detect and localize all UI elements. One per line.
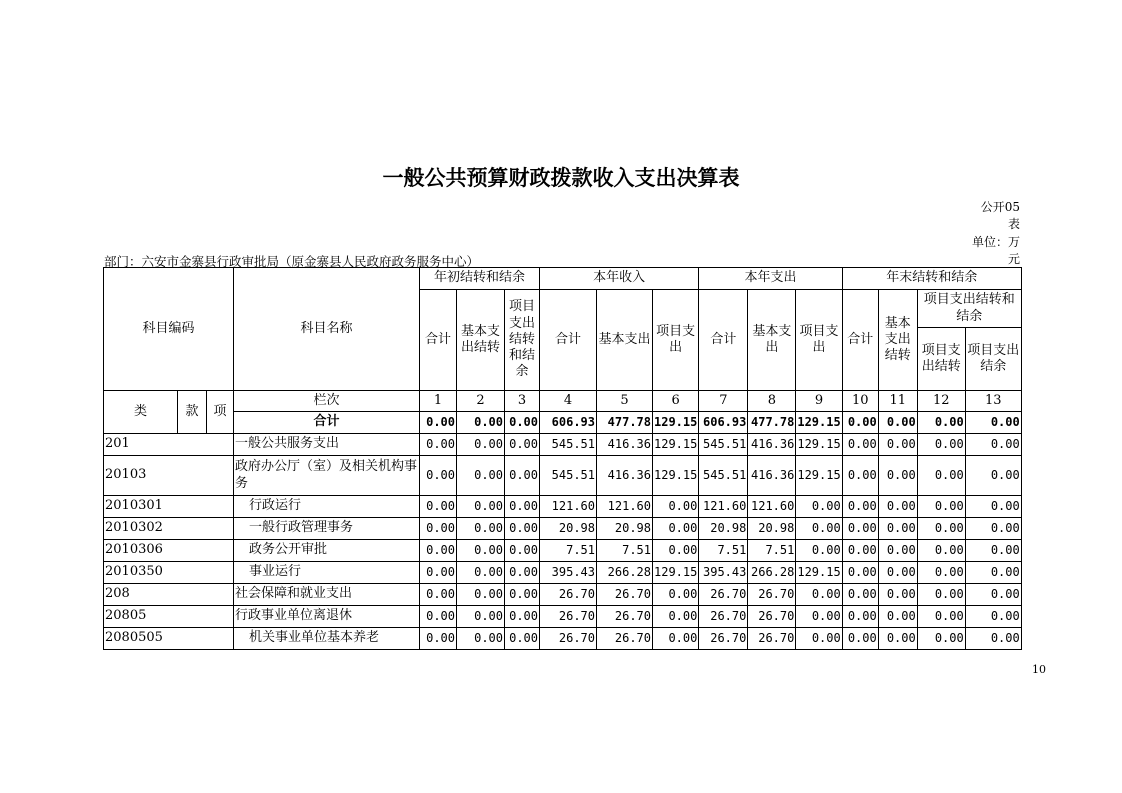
value-cell: 0.00: [505, 456, 540, 496]
total-value: 0.00: [917, 412, 965, 434]
value-cell: 0.00: [420, 606, 457, 628]
value-cell: 0.00: [420, 434, 457, 456]
value-cell: 0.00: [842, 562, 878, 584]
subject-name-cell: 社会保障和就业支出: [234, 584, 420, 606]
value-cell: 0.00: [505, 562, 540, 584]
value-cell: 0.00: [842, 628, 878, 650]
unit-label-suffix: 元: [1007, 252, 1020, 266]
column-number: 11: [878, 391, 917, 412]
value-cell: 0.00: [796, 584, 842, 606]
value-cell: 20.98: [597, 518, 653, 540]
value-cell: 0.00: [878, 456, 917, 496]
header-expense-basic: 基本支出: [748, 290, 796, 391]
value-cell: 0.00: [420, 584, 457, 606]
column-number: 5: [597, 391, 653, 412]
total-value: 606.93: [699, 412, 748, 434]
header-class: 类: [104, 391, 178, 434]
subject-name-cell: 政府办公厅（室）及相关机构事务: [234, 456, 420, 496]
value-cell: 0.00: [796, 518, 842, 540]
value-cell: 26.70: [748, 628, 796, 650]
value-cell: 129.15: [796, 434, 842, 456]
value-cell: 0.00: [457, 584, 505, 606]
value-cell: 0.00: [457, 606, 505, 628]
value-cell: 266.28: [748, 562, 796, 584]
value-cell: 0.00: [457, 496, 505, 518]
table-row: [104, 628, 1022, 650]
value-cell: 7.51: [699, 540, 748, 562]
table-row: [104, 518, 1022, 540]
value-cell: 0.00: [653, 628, 699, 650]
total-row-label: 合计: [234, 412, 420, 434]
value-cell: 26.70: [540, 584, 597, 606]
subject-code-cell: 2010302: [104, 518, 234, 540]
column-number: 6: [653, 391, 699, 412]
column-number: 12: [917, 391, 965, 412]
value-cell: 0.00: [917, 562, 965, 584]
value-cell: 0.00: [796, 496, 842, 518]
value-cell: 416.36: [597, 434, 653, 456]
total-value: 0.00: [842, 412, 878, 434]
value-cell: 0.00: [505, 606, 540, 628]
value-cell: 26.70: [699, 584, 748, 606]
value-cell: 0.00: [842, 434, 878, 456]
subject-code-cell: 20103: [104, 456, 234, 496]
value-cell: 0.00: [653, 584, 699, 606]
column-number: 4: [540, 391, 597, 412]
header-group-expense: 本年支出: [699, 268, 842, 290]
value-cell: 0.00: [965, 562, 1021, 584]
header-closing-project-balance: 项目支出结余: [965, 328, 1021, 391]
subject-code-cell: 20805: [104, 606, 234, 628]
subject-code-cell: 2080505: [104, 628, 234, 650]
value-cell: 0.00: [878, 628, 917, 650]
value-cell: 121.60: [597, 496, 653, 518]
value-cell: 20.98: [540, 518, 597, 540]
value-cell: 0.00: [842, 584, 878, 606]
header-income-basic: 基本支出: [597, 290, 653, 391]
column-number: 2: [457, 391, 505, 412]
value-cell: 0.00: [965, 496, 1021, 518]
subject-name-cell: 政务公开审批: [234, 540, 420, 562]
table-row: [104, 456, 1022, 496]
department-label: 部门：六安市金寨县行政审批局（原金寨县人民政府政务服务中心）: [104, 254, 480, 269]
value-cell: 7.51: [597, 540, 653, 562]
table-row: [104, 562, 1022, 584]
total-value: 606.93: [540, 412, 597, 434]
header-section: 款: [178, 391, 207, 434]
value-cell: 0.00: [878, 606, 917, 628]
value-cell: 0.00: [965, 434, 1021, 456]
page-number: 10: [1032, 663, 1046, 676]
total-value: 0.00: [457, 412, 505, 434]
page-title: 一般公共预算财政拨款收入支出决算表: [382, 166, 740, 190]
value-cell: 121.60: [699, 496, 748, 518]
value-cell: 0.00: [420, 628, 457, 650]
table-row: [104, 496, 1022, 518]
subject-name-cell: 一般行政管理事务: [234, 518, 420, 540]
value-cell: 26.70: [748, 584, 796, 606]
value-cell: 0.00: [457, 540, 505, 562]
value-cell: 129.15: [653, 434, 699, 456]
value-cell: 416.36: [748, 456, 796, 496]
header-closing-project-group: 项目支出结转和结余: [917, 290, 1021, 328]
header-group-income: 本年收入: [540, 268, 699, 290]
header-opening-project: 项目支出结转和结余: [505, 290, 540, 391]
value-cell: 0.00: [457, 434, 505, 456]
value-cell: 26.70: [540, 606, 597, 628]
header-closing-project-carry: 项目支出结转: [917, 328, 965, 391]
value-cell: 0.00: [965, 456, 1021, 496]
table-row: [104, 606, 1022, 628]
subject-code-cell: 2010301: [104, 496, 234, 518]
value-cell: 0.00: [842, 540, 878, 562]
value-cell: 0.00: [965, 584, 1021, 606]
header-column-index: 栏次: [234, 391, 420, 412]
value-cell: 0.00: [457, 628, 505, 650]
subject-name-cell: 一般公共服务支出: [234, 434, 420, 456]
value-cell: 0.00: [653, 606, 699, 628]
column-number: 10: [842, 391, 878, 412]
column-number: 13: [965, 391, 1021, 412]
subject-name-cell: 行政事业单位离退休: [234, 606, 420, 628]
total-value: 129.15: [653, 412, 699, 434]
header-closing-basic: 基本支出结转: [878, 290, 917, 391]
value-cell: 0.00: [420, 518, 457, 540]
value-cell: 129.15: [796, 562, 842, 584]
header-income-project: 项目支出: [653, 290, 699, 391]
value-cell: 0.00: [965, 518, 1021, 540]
value-cell: 0.00: [505, 540, 540, 562]
value-cell: 0.00: [505, 628, 540, 650]
value-cell: 0.00: [917, 584, 965, 606]
header-subject-code: 科目编码: [104, 268, 234, 391]
table-row: [104, 540, 1022, 562]
value-cell: 0.00: [842, 496, 878, 518]
value-cell: 0.00: [420, 456, 457, 496]
value-cell: 20.98: [748, 518, 796, 540]
value-cell: 26.70: [699, 606, 748, 628]
header-opening-total: 合计: [420, 290, 457, 391]
value-cell: 121.60: [748, 496, 796, 518]
header-group-closing: 年末结转和结余: [842, 268, 1021, 290]
value-cell: 0.00: [917, 496, 965, 518]
header-closing-total: 合计: [842, 290, 878, 391]
budget-table: [103, 267, 1022, 650]
value-cell: 0.00: [505, 518, 540, 540]
value-cell: 0.00: [917, 518, 965, 540]
header-item: 项: [207, 391, 234, 434]
value-cell: 26.70: [540, 628, 597, 650]
value-cell: 0.00: [965, 606, 1021, 628]
subject-code-cell: 2010306: [104, 540, 234, 562]
value-cell: 0.00: [917, 540, 965, 562]
value-cell: 129.15: [653, 562, 699, 584]
column-number: 8: [748, 391, 796, 412]
header-group-opening: 年初结转和结余: [420, 268, 540, 290]
value-cell: 26.70: [597, 584, 653, 606]
value-cell: 416.36: [597, 456, 653, 496]
value-cell: 0.00: [653, 540, 699, 562]
header-expense-project: 项目支出: [796, 290, 842, 391]
value-cell: 395.43: [699, 562, 748, 584]
value-cell: 545.51: [699, 434, 748, 456]
value-cell: 0.00: [917, 456, 965, 496]
header-subject-name: 科目名称: [234, 268, 420, 391]
total-value: 129.15: [796, 412, 842, 434]
value-cell: 266.28: [597, 562, 653, 584]
value-cell: 0.00: [917, 434, 965, 456]
header-income-total: 合计: [540, 290, 597, 391]
value-cell: 545.51: [699, 456, 748, 496]
table-row: [104, 584, 1022, 606]
column-number: 1: [420, 391, 457, 412]
value-cell: 26.70: [597, 628, 653, 650]
value-cell: 0.00: [505, 584, 540, 606]
subject-code-cell: 2010350: [104, 562, 234, 584]
value-cell: 0.00: [505, 434, 540, 456]
value-cell: 0.00: [457, 518, 505, 540]
form-number: 公开05: [980, 200, 1020, 214]
value-cell: 0.00: [653, 518, 699, 540]
form-number-suffix: 表: [1007, 217, 1020, 231]
value-cell: 0.00: [917, 606, 965, 628]
value-cell: 0.00: [457, 562, 505, 584]
header-expense-total: 合计: [699, 290, 748, 391]
value-cell: 121.60: [540, 496, 597, 518]
total-value: 0.00: [420, 412, 457, 434]
value-cell: 0.00: [796, 540, 842, 562]
column-number: 9: [796, 391, 842, 412]
value-cell: 20.98: [699, 518, 748, 540]
value-cell: 26.70: [699, 628, 748, 650]
total-value: 477.78: [597, 412, 653, 434]
value-cell: 416.36: [748, 434, 796, 456]
value-cell: 0.00: [878, 562, 917, 584]
table-row: [104, 434, 1022, 456]
subject-code-cell: 208: [104, 584, 234, 606]
subject-code-cell: 201: [104, 434, 234, 456]
value-cell: 0.00: [842, 518, 878, 540]
column-number: 7: [699, 391, 748, 412]
value-cell: 0.00: [878, 434, 917, 456]
value-cell: 0.00: [420, 540, 457, 562]
total-value: 0.00: [505, 412, 540, 434]
subject-name-cell: 机关事业单位基本养老: [234, 628, 420, 650]
value-cell: 395.43: [540, 562, 597, 584]
value-cell: 26.70: [597, 606, 653, 628]
value-cell: 7.51: [540, 540, 597, 562]
value-cell: 545.51: [540, 456, 597, 496]
value-cell: 26.70: [748, 606, 796, 628]
unit-label: 单位：万: [971, 235, 1020, 249]
column-number: 3: [505, 391, 540, 412]
value-cell: 0.00: [796, 606, 842, 628]
value-cell: 129.15: [653, 456, 699, 496]
value-cell: 0.00: [878, 540, 917, 562]
subject-name-cell: 事业运行: [234, 562, 420, 584]
value-cell: 0.00: [653, 496, 699, 518]
value-cell: 0.00: [842, 606, 878, 628]
value-cell: 545.51: [540, 434, 597, 456]
value-cell: 0.00: [420, 562, 457, 584]
value-cell: 7.51: [748, 540, 796, 562]
value-cell: 0.00: [842, 456, 878, 496]
value-cell: 0.00: [878, 518, 917, 540]
value-cell: 0.00: [796, 628, 842, 650]
value-cell: 0.00: [878, 496, 917, 518]
value-cell: 0.00: [457, 456, 505, 496]
value-cell: 129.15: [796, 456, 842, 496]
subject-name-cell: 行政运行: [234, 496, 420, 518]
total-value: 0.00: [965, 412, 1021, 434]
value-cell: 0.00: [965, 540, 1021, 562]
value-cell: 0.00: [965, 628, 1021, 650]
header-opening-basic: 基本支出结转: [457, 290, 505, 391]
value-cell: 0.00: [878, 584, 917, 606]
value-cell: 0.00: [917, 628, 965, 650]
total-value: 0.00: [878, 412, 917, 434]
value-cell: 0.00: [420, 496, 457, 518]
total-value: 477.78: [748, 412, 796, 434]
value-cell: 0.00: [505, 496, 540, 518]
